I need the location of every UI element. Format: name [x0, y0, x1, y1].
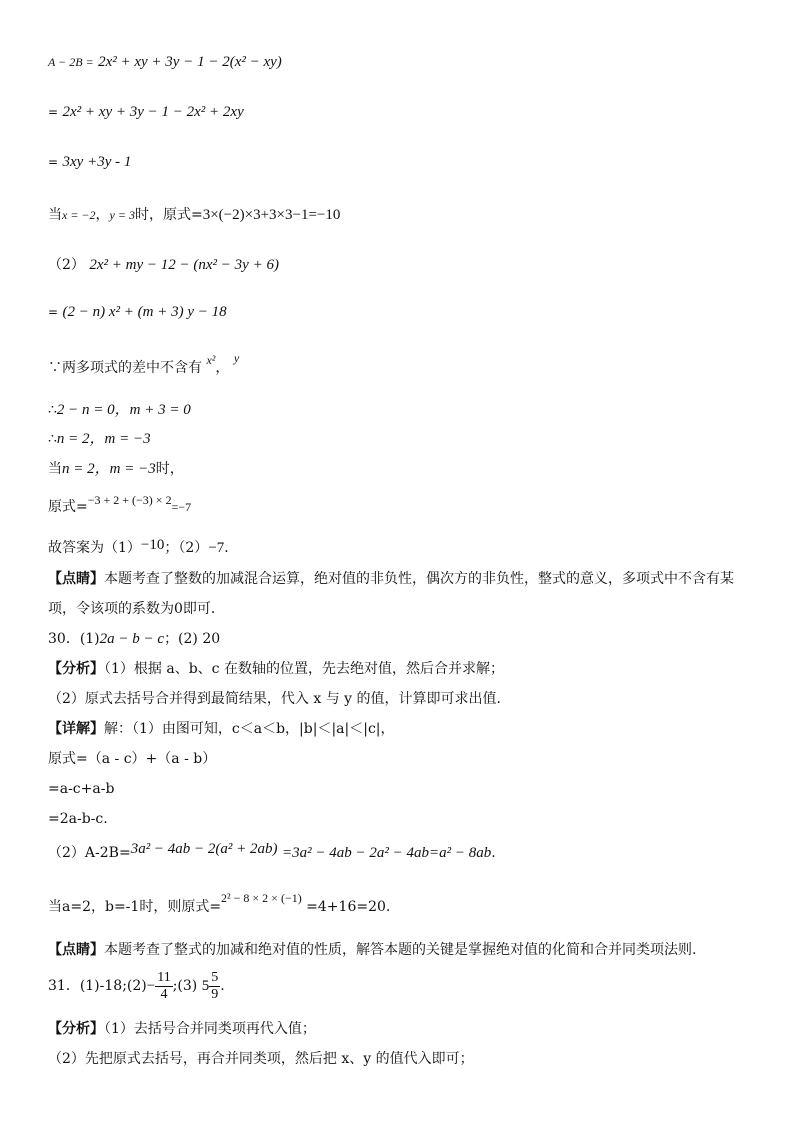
math-y-value: y = 3 [109, 208, 135, 222]
line-q31-answer [48, 968, 225, 1004]
line-analysis-30-1 [48, 659, 504, 679]
math-expression: 3xy +3y - 1 [62, 154, 132, 170]
math-x-value: x = −2 [62, 208, 96, 222]
math-term: y [233, 351, 240, 365]
comment-tag: 【点睛】 [48, 942, 104, 958]
math-expression: 2² − 8 × 2 × (−1) [221, 891, 302, 905]
line-a-minus-2b [48, 52, 282, 72]
text: ， [215, 360, 230, 376]
text: . [491, 845, 496, 861]
line-therefore-2 [48, 429, 151, 449]
minus-sign: − [146, 978, 156, 994]
question-number: 30．(1) [48, 631, 100, 647]
text: （1）去括号合并同类项再代入值； [104, 1021, 316, 1037]
equals-sign: = [48, 305, 59, 319]
text: 原式= [48, 499, 88, 515]
line-answer [48, 538, 238, 558]
text: （1）根据 a、b、c 在数轴的位置，先去绝对值，然后合并求解； [104, 661, 504, 677]
analysis-tag: 【分析】 [48, 661, 104, 677]
text: 项，令该项的系数为0即可． [48, 601, 225, 617]
comment-tag: 【点睛】 [48, 571, 104, 587]
math-expression: n = 2，m = −3 [56, 431, 151, 447]
line-when-nm [48, 459, 184, 479]
therefore-symbol: ∴ [48, 402, 57, 418]
math-term: x² [206, 353, 216, 367]
line-simplified [48, 152, 131, 172]
line-analysis-30-2 [48, 689, 511, 709]
line-q30-answer [48, 629, 220, 649]
line-comment-30 [48, 940, 696, 960]
line-detail-30 [48, 719, 395, 739]
math-expression: 2x² + xy + 3y − 1 − 2x² + 2xy [62, 104, 244, 120]
math-expression: 2x² + xy + 3y − 1 − 2(x² − xy) [98, 54, 282, 70]
line-step-2 [48, 779, 114, 799]
therefore-symbol: ∴ [48, 431, 57, 447]
text: 时， [155, 461, 184, 477]
line-therefore-1 [48, 400, 191, 420]
math-expression: 2a − b − c [99, 631, 165, 647]
detail-tag: 【详解】 [48, 721, 104, 737]
text: 本题考查了整式的加减和绝对值的性质，解答本题的关键是掌握绝对值的化简和合并同类项法则. [104, 942, 697, 958]
question-number: （2） [48, 257, 85, 273]
line-analysis-31-2 [48, 1049, 474, 1069]
text: . [220, 978, 225, 994]
text: ；（2） [164, 540, 209, 556]
math-expression: 3a² − 4ab − 2(a² + 2ab) [130, 841, 278, 857]
line-analysis-31-1 [48, 1019, 316, 1039]
math-expression: −3 + 2 + (−3) × 2 [87, 493, 172, 507]
fraction-11-over-4: $\frac{11}{4}$ [157, 969, 171, 1002]
line-part-2 [48, 255, 279, 275]
text: 解：（1）由图可知，c＜a＜b，|b|＜|a|＜|c|， [104, 721, 395, 737]
text: =a-c+a-b [48, 781, 115, 797]
math-expression: =3a² − 4ab − 2a² − 4ab [282, 845, 429, 861]
text: 时，原式= [134, 207, 203, 223]
text: （2）A-2B= [48, 845, 131, 861]
answer-value-2: −7 [208, 540, 225, 556]
line-a-2b-expand [48, 843, 496, 863]
text: ∵两多项式的差中不含有 [48, 360, 202, 376]
analysis-tag: 【分析】 [48, 1021, 104, 1037]
fraction-5-over-9: $\frac{5}{9}$ [211, 969, 219, 1002]
text: ， [95, 207, 110, 223]
line-substitute [48, 205, 340, 225]
text: 本题考查了整数的加减混合运算，绝对值的非负性，偶次方的非负性，整式的意义，多项式中不含有某 [104, 571, 734, 587]
text: =2a-b-c. [48, 811, 108, 827]
answer-value-1: −10 [140, 537, 165, 553]
math-expression: n = 2，m = −3 [62, 461, 156, 477]
math-expression: =a² − 8ab [428, 845, 492, 861]
text: （2）先把原式去括号，再合并同类项，然后把 x、y 的值代入即可； [48, 1051, 474, 1067]
line-result [48, 493, 192, 517]
text: 故答案为（1） [48, 540, 141, 556]
line-comment-29-cont [48, 599, 225, 619]
math-result: =−10 [308, 207, 341, 223]
math-lhs: A − 2B = [48, 55, 94, 69]
math-expression: 2x² + my − 12 − (nx² − 3y + 6) [89, 257, 279, 273]
line-step-1 [48, 749, 216, 769]
text: 当 [48, 461, 62, 477]
text: （2）原式去括号合并得到最简结果，代入 x 与 y 的值，计算即可求出值． [48, 691, 511, 707]
line-expand [48, 102, 244, 122]
line-because [48, 351, 240, 378]
math-expression: (2 − n) x² + (m + 3) y − 18 [62, 304, 227, 320]
text: ；(2) 20 [164, 631, 221, 647]
equals-sign: = [48, 105, 59, 119]
text: ;(3) [172, 978, 198, 994]
math-result: =4+16=20. [306, 899, 391, 915]
line-step-3 [48, 809, 108, 829]
question-number: 31．(1)-18;(2) [48, 978, 147, 994]
math-expression: 2 − n = 0，m + 3 = 0 [56, 402, 191, 418]
math-expression: 3×(−2)×3+3×3−1 [202, 207, 309, 223]
line-comment-29 [48, 569, 734, 589]
equals-sign: = [48, 155, 59, 169]
text: 当a=2，b=-1时，则原式= [48, 899, 222, 915]
text: 当 [48, 207, 62, 223]
text: 原式=（a - c）+（a - b） [48, 751, 217, 767]
math-result: =−7 [171, 500, 192, 514]
line-collect [48, 302, 227, 322]
text: ． [224, 540, 239, 556]
line-substitute-30 [48, 891, 391, 917]
mixed-number-whole: 5 [201, 978, 210, 994]
